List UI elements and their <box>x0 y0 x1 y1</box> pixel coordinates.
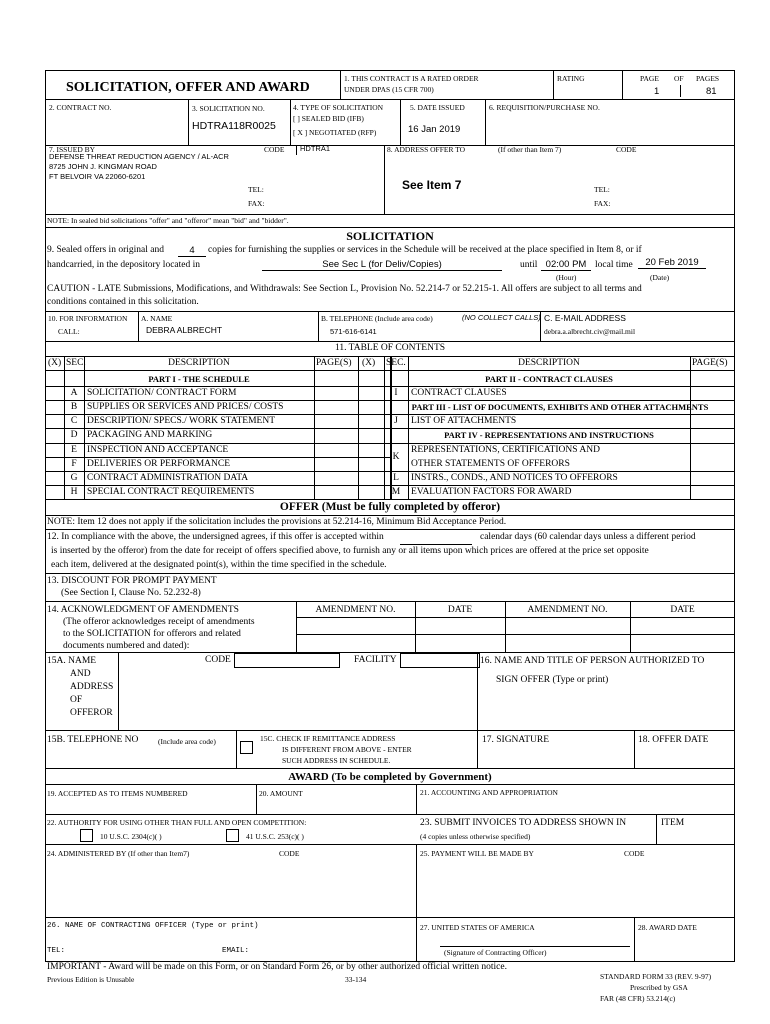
toc-desc-c: DESCRIPTION/ SPECS./ WORK STATEMENT <box>87 416 276 426</box>
toc-part-1: PART I - THE SCHEDULE <box>148 374 250 384</box>
toc-desc-header-right: DESCRIPTION <box>518 358 580 368</box>
item23-sub: (4 copies unless otherwise specified) <box>420 832 531 841</box>
toc-pages-header: PAGE(S) <box>316 358 352 368</box>
item14-sub3: documents numbered and dated): <box>63 641 190 651</box>
issued-by-label: 7. ISSUED BY <box>49 145 96 154</box>
item16-sub: SIGN OFFER (Type or print) <box>496 675 609 685</box>
name-label: A. NAME <box>141 314 173 323</box>
previous-edition-note: Previous Edition is Unusable <box>47 975 135 984</box>
solicitation-no-value: HDTRA118R0025 <box>192 120 276 132</box>
item24-code-label: CODE <box>279 849 300 858</box>
form-title: SOLICITATION, OFFER AND AWARD <box>66 80 310 95</box>
toc-desc-g: CONTRACT ADMINISTRATION DATA <box>87 473 249 483</box>
toc-desc-b: SUPPLIES OR SERVICES AND PRICES/ COSTS <box>87 402 284 412</box>
toc-desc-j: LIST OF ATTACHMENTS <box>411 416 517 426</box>
hour-label: (Hour) <box>556 273 577 282</box>
toc-desc-f: DELIVERIES OR PERFORMANCE <box>87 459 231 469</box>
item14-sub2: to the SOLICITATION for offerors and related <box>63 629 241 639</box>
form-border <box>45 70 735 962</box>
item24-label: 24. ADMINISTERED BY (If other than Item7) <box>47 849 190 858</box>
item9-text: copies for furnishing the supplies or services in the Schedule will be received at the place specified in Item 8, or if <box>208 245 642 255</box>
item19-label: 19. ACCEPTED AS TO ITEMS NUMBERED <box>47 789 188 798</box>
sealed-bid-note: NOTE: In sealed bid solicitations "offer" and "offeror" mean "bid" and "bidder". <box>47 216 289 225</box>
toc-sec-f: F <box>71 459 77 469</box>
co-signature-label: (Signature of Contracting Officer) <box>444 948 547 957</box>
toc-sec-j: J <box>394 416 398 426</box>
total-pages: 81 <box>706 86 717 97</box>
item12-line1b: calendar days (60 calendar days unless a different period <box>480 532 696 542</box>
award-heading: AWARD (To be completed by Government) <box>288 771 492 783</box>
item13-label: 13. DISCOUNT FOR PROMPT PAYMENT <box>47 576 217 586</box>
item27-label: 27. UNITED STATES OF AMERICA <box>420 923 535 932</box>
item17-label: 17. SIGNATURE <box>482 735 550 745</box>
amendment-date-header: DATE <box>447 605 473 615</box>
facility-input[interactable] <box>400 653 480 668</box>
issuer-tel-label: TEL: <box>248 185 264 194</box>
item25-code-label: CODE <box>624 849 645 858</box>
handcarried-text: handcarried, in the depository located in <box>47 260 201 270</box>
info-label: 10. FOR INFORMATION <box>48 314 128 323</box>
item12-line3: each item, delivered at the designated point(s), within the time specified in the schedule. <box>51 560 387 570</box>
item12-line2: is inserted by the offeror) from the date for receipt of offers specified above, to furnish any or all items upon which prices are offered at the price set opposite <box>51 546 649 556</box>
usc-2304-label: 10 U.S.C. 2304(c)( ) <box>100 832 162 841</box>
co-email-label: EMAIL: <box>222 947 250 955</box>
date-issued-value: 16 Jan 2019 <box>408 124 461 135</box>
toc-part-4: PART IV - REPRESENTATIONS AND INSTRUCTIONS <box>444 430 654 440</box>
toc-sec-e: E <box>71 445 77 455</box>
dpas-label: UNDER DPAS (15 CFR 700) <box>344 85 434 94</box>
item15b-area-code: (Include area code) <box>158 737 216 746</box>
form-code: 33-134 <box>345 975 367 984</box>
item23-label: 23. SUBMIT INVOICES TO ADDRESS SHOWN IN <box>420 818 627 828</box>
toc-desc-header: DESCRIPTION <box>168 358 230 368</box>
toc-desc-i: CONTRACT CLAUSES <box>411 388 507 398</box>
co-tel-label: TEL: <box>47 947 66 955</box>
item15a-of: OF <box>70 695 83 705</box>
toc-desc-m: EVALUATION FACTORS FOR AWARD <box>411 487 572 497</box>
issued-code-value: HDTRA1 <box>300 144 331 153</box>
toc-part-3: PART III - LIST OF DOCUMENTS, EXHIBITS AND OTHER ATTACHMENTS <box>411 402 709 412</box>
item25-label: 25. PAYMENT WILL BE MADE BY <box>420 849 534 858</box>
solicitation-no-label: 3. SOLICITATION NO. <box>192 104 265 113</box>
caution-line1: CAUTION - LATE Submissions, Modifications, and Withdrawals: See Section L, Provision No. 52.214-7 or 52.215-1. All offers are subject to all terms and <box>47 284 642 294</box>
local-time-label: local time <box>595 260 633 270</box>
issued-code-label: CODE <box>264 145 285 154</box>
toc-sec-header-right: SEC. <box>386 358 406 368</box>
issuer-street: 8725 JOHN J. KINGMAN ROAD <box>49 162 157 171</box>
toc-desc-d: PACKAGING AND MARKING <box>87 430 213 440</box>
offeror-code-label: CODE <box>205 655 231 665</box>
item15c-line2: IS DIFFERENT FROM ABOVE - ENTER <box>282 745 412 754</box>
toc-sec-g: G <box>70 473 78 483</box>
toc-desc-l: INSTRS., CONDS., AND NOTICES TO OFFERORS <box>411 473 618 483</box>
far-reference: FAR (48 CFR) 53.214(c) <box>600 994 676 1003</box>
acceptance-days-input[interactable] <box>400 531 472 545</box>
item22-label: 22. AUTHORITY FOR USING OTHER THAN FULL AND OPEN COMPETITION: <box>47 818 307 827</box>
toc-part-2: PART II - CONTRACT CLAUSES <box>485 374 613 384</box>
item26-label: 26. NAME OF CONTRACTING OFFICER (Type or print) <box>47 922 259 930</box>
toc-sec-a: A <box>70 388 78 398</box>
toc-sec-k: K <box>392 452 400 462</box>
item28-label: 28. AWARD DATE <box>638 923 697 932</box>
negotiated-option[interactable]: [ X ] NEGOTIATED (RFP) <box>293 128 377 137</box>
item15c-line3: SUCH ADDRESS IN SCHEDULE. <box>282 756 391 765</box>
call-label: CALL: <box>58 327 80 336</box>
offeror-code-input[interactable] <box>234 653 340 668</box>
contract-no-label: 2. CONTRACT NO. <box>49 103 112 112</box>
toc-sec-c: C <box>70 416 78 426</box>
usc-253-checkbox[interactable] <box>226 829 239 842</box>
toc-heading: 11. TABLE OF CONTENTS <box>334 343 446 353</box>
time-value: 02:00 PM <box>541 259 591 271</box>
date-issued-label: 5. DATE ISSUED <box>410 103 465 112</box>
amendment-date-header-2: DATE <box>670 605 695 615</box>
toc-sec-i: I <box>394 388 398 398</box>
toc-desc-k2: OTHER STATEMENTS OF OFFERORS <box>411 459 570 469</box>
amendment-no-header-2: AMENDMENT NO. <box>527 605 608 615</box>
contact-email[interactable]: debra.a.albrecht.civ@mail.mil <box>544 327 636 336</box>
toc-sec-m: M <box>391 487 401 497</box>
item15a-address: ADDRESS <box>70 682 114 692</box>
item9-label: 9. Sealed offers in original and <box>47 245 164 255</box>
issuer-name: DEFENSE THREAT REDUCTION AGENCY / AL-ACR <box>49 152 229 161</box>
toc-desc-e: INSPECTION AND ACCEPTANCE <box>87 445 229 455</box>
toc-desc-k1: REPRESENTATIONS, CERTIFICATIONS AND <box>411 445 600 455</box>
item15a-offeror: OFFEROR <box>70 708 113 718</box>
toc-sec-d: D <box>70 430 78 440</box>
caution-line2: conditions contained in this solicitation. <box>47 297 199 307</box>
item16-label: 16. NAME AND TITLE OF PERSON AUTHORIZED TO <box>480 656 705 666</box>
of-label: OF <box>674 74 684 83</box>
toc-pages-header-right: PAGE(S) <box>692 358 728 368</box>
email-label: C. E-MAIL ADDRESS <box>544 313 626 323</box>
toc-sec-l: L <box>393 473 399 483</box>
requisition-label: 6. REQUISITION/PURCHASE NO. <box>489 103 600 112</box>
note-item-12: NOTE: Item 12 does not apply if the solicitation includes the provisions at 52.214-16, Minimum Bid Acceptance Period. <box>47 517 507 527</box>
toc-desc-h: SPECIAL CONTRACT REQUIREMENTS <box>87 487 255 497</box>
item15b-label: 15B. TELEPHONE NO <box>47 735 139 745</box>
no-collect-label: (NO COLLECT CALLS) <box>462 313 541 322</box>
standard-form-label: STANDARD FORM 33 (REV. 9-97) <box>600 972 712 981</box>
toc-x-header-right: (X) <box>362 358 376 368</box>
solicitation-heading: SOLICITATION <box>346 229 434 243</box>
page-label: PAGE <box>640 74 659 83</box>
item12-line1: 12. In compliance with the above, the undersigned agrees, if this offer is accepted within <box>47 532 384 542</box>
depository-value: See Sec L (for Deliv/Copies) <box>262 259 502 271</box>
item-label: ITEM <box>661 818 685 828</box>
item14-sub1: (The offeror acknowledges receipt of amendments <box>63 617 255 627</box>
until-label: until <box>520 260 538 270</box>
copies-value: 4 <box>178 245 206 257</box>
toc-desc-a: SOLICITATION/ CONTRACT FORM <box>87 388 237 398</box>
if-other-label: (If other than Item 7) <box>498 145 562 154</box>
address-offer-label: 8. ADDRESS OFFER TO <box>387 145 466 154</box>
item20-label: 20. AMOUNT <box>259 789 303 798</box>
offer-fax-label: FAX: <box>594 199 611 208</box>
toc-sec-h: H <box>70 487 78 497</box>
facility-label: FACILITY <box>354 655 397 665</box>
issuer-city: FT BELVOIR VA 22060-6201 <box>49 172 146 181</box>
contact-name: DEBRA ALBRECHT <box>146 325 223 335</box>
offer-tel-label: TEL: <box>594 185 610 194</box>
date-sub-label: (Date) <box>650 273 670 282</box>
phone-label: B. TELEPHONE (Include area code) <box>321 314 433 323</box>
item15a-and: AND <box>70 669 91 679</box>
rating-label: RATING <box>557 74 585 83</box>
contact-phone: 571-616-6141 <box>330 327 377 336</box>
type-solicitation-label: 4. TYPE OF SOLICITATION <box>293 103 384 112</box>
sealed-bid-option[interactable]: [ ] SEALED BID (IFB) <box>293 114 364 123</box>
usc-2304-checkbox[interactable] <box>80 829 93 842</box>
toc-x-header: (X) <box>48 358 62 368</box>
see-item-7: See Item 7 <box>402 178 462 192</box>
item13-sub: (See Section I, Clause No. 52.232-8) <box>61 588 201 598</box>
date-value: 20 Feb 2019 <box>638 257 706 269</box>
issuer-fax-label: FAX: <box>248 199 265 208</box>
item15a-label: 15A. NAME <box>47 656 97 666</box>
page-number: 1 <box>654 86 660 97</box>
item21-label: 21. ACCOUNTING AND APPROPRIATION <box>420 788 558 797</box>
item15c-line1: 15C. CHECK IF REMITTANCE ADDRESS <box>260 734 396 743</box>
pages-label: PAGES <box>696 74 720 83</box>
item18-label: 18. OFFER DATE <box>638 735 709 745</box>
item14-label: 14. ACKNOWLEDGMENT OF AMENDMENTS <box>47 605 239 615</box>
address-code-label: CODE <box>616 145 637 154</box>
toc-sec-header: SEC. <box>66 358 86 368</box>
usc-253-label: 41 U.S.C. 253(c)( ) <box>246 832 304 841</box>
prescribed-by-label: Prescribed by GSA <box>630 983 688 992</box>
amendment-no-header: AMENDMENT NO. <box>315 605 396 615</box>
rated-order-label: 1. THIS CONTRACT IS A RATED ORDER <box>344 74 479 83</box>
toc-sec-b: B <box>70 402 78 412</box>
important-notice: IMPORTANT - Award will be made on this Form, or on Standard Form 26, or by other authorized official written notice. <box>47 962 507 972</box>
remittance-checkbox[interactable] <box>240 741 253 754</box>
offer-heading: OFFER (Must be fully completed by offeror) <box>279 501 501 513</box>
